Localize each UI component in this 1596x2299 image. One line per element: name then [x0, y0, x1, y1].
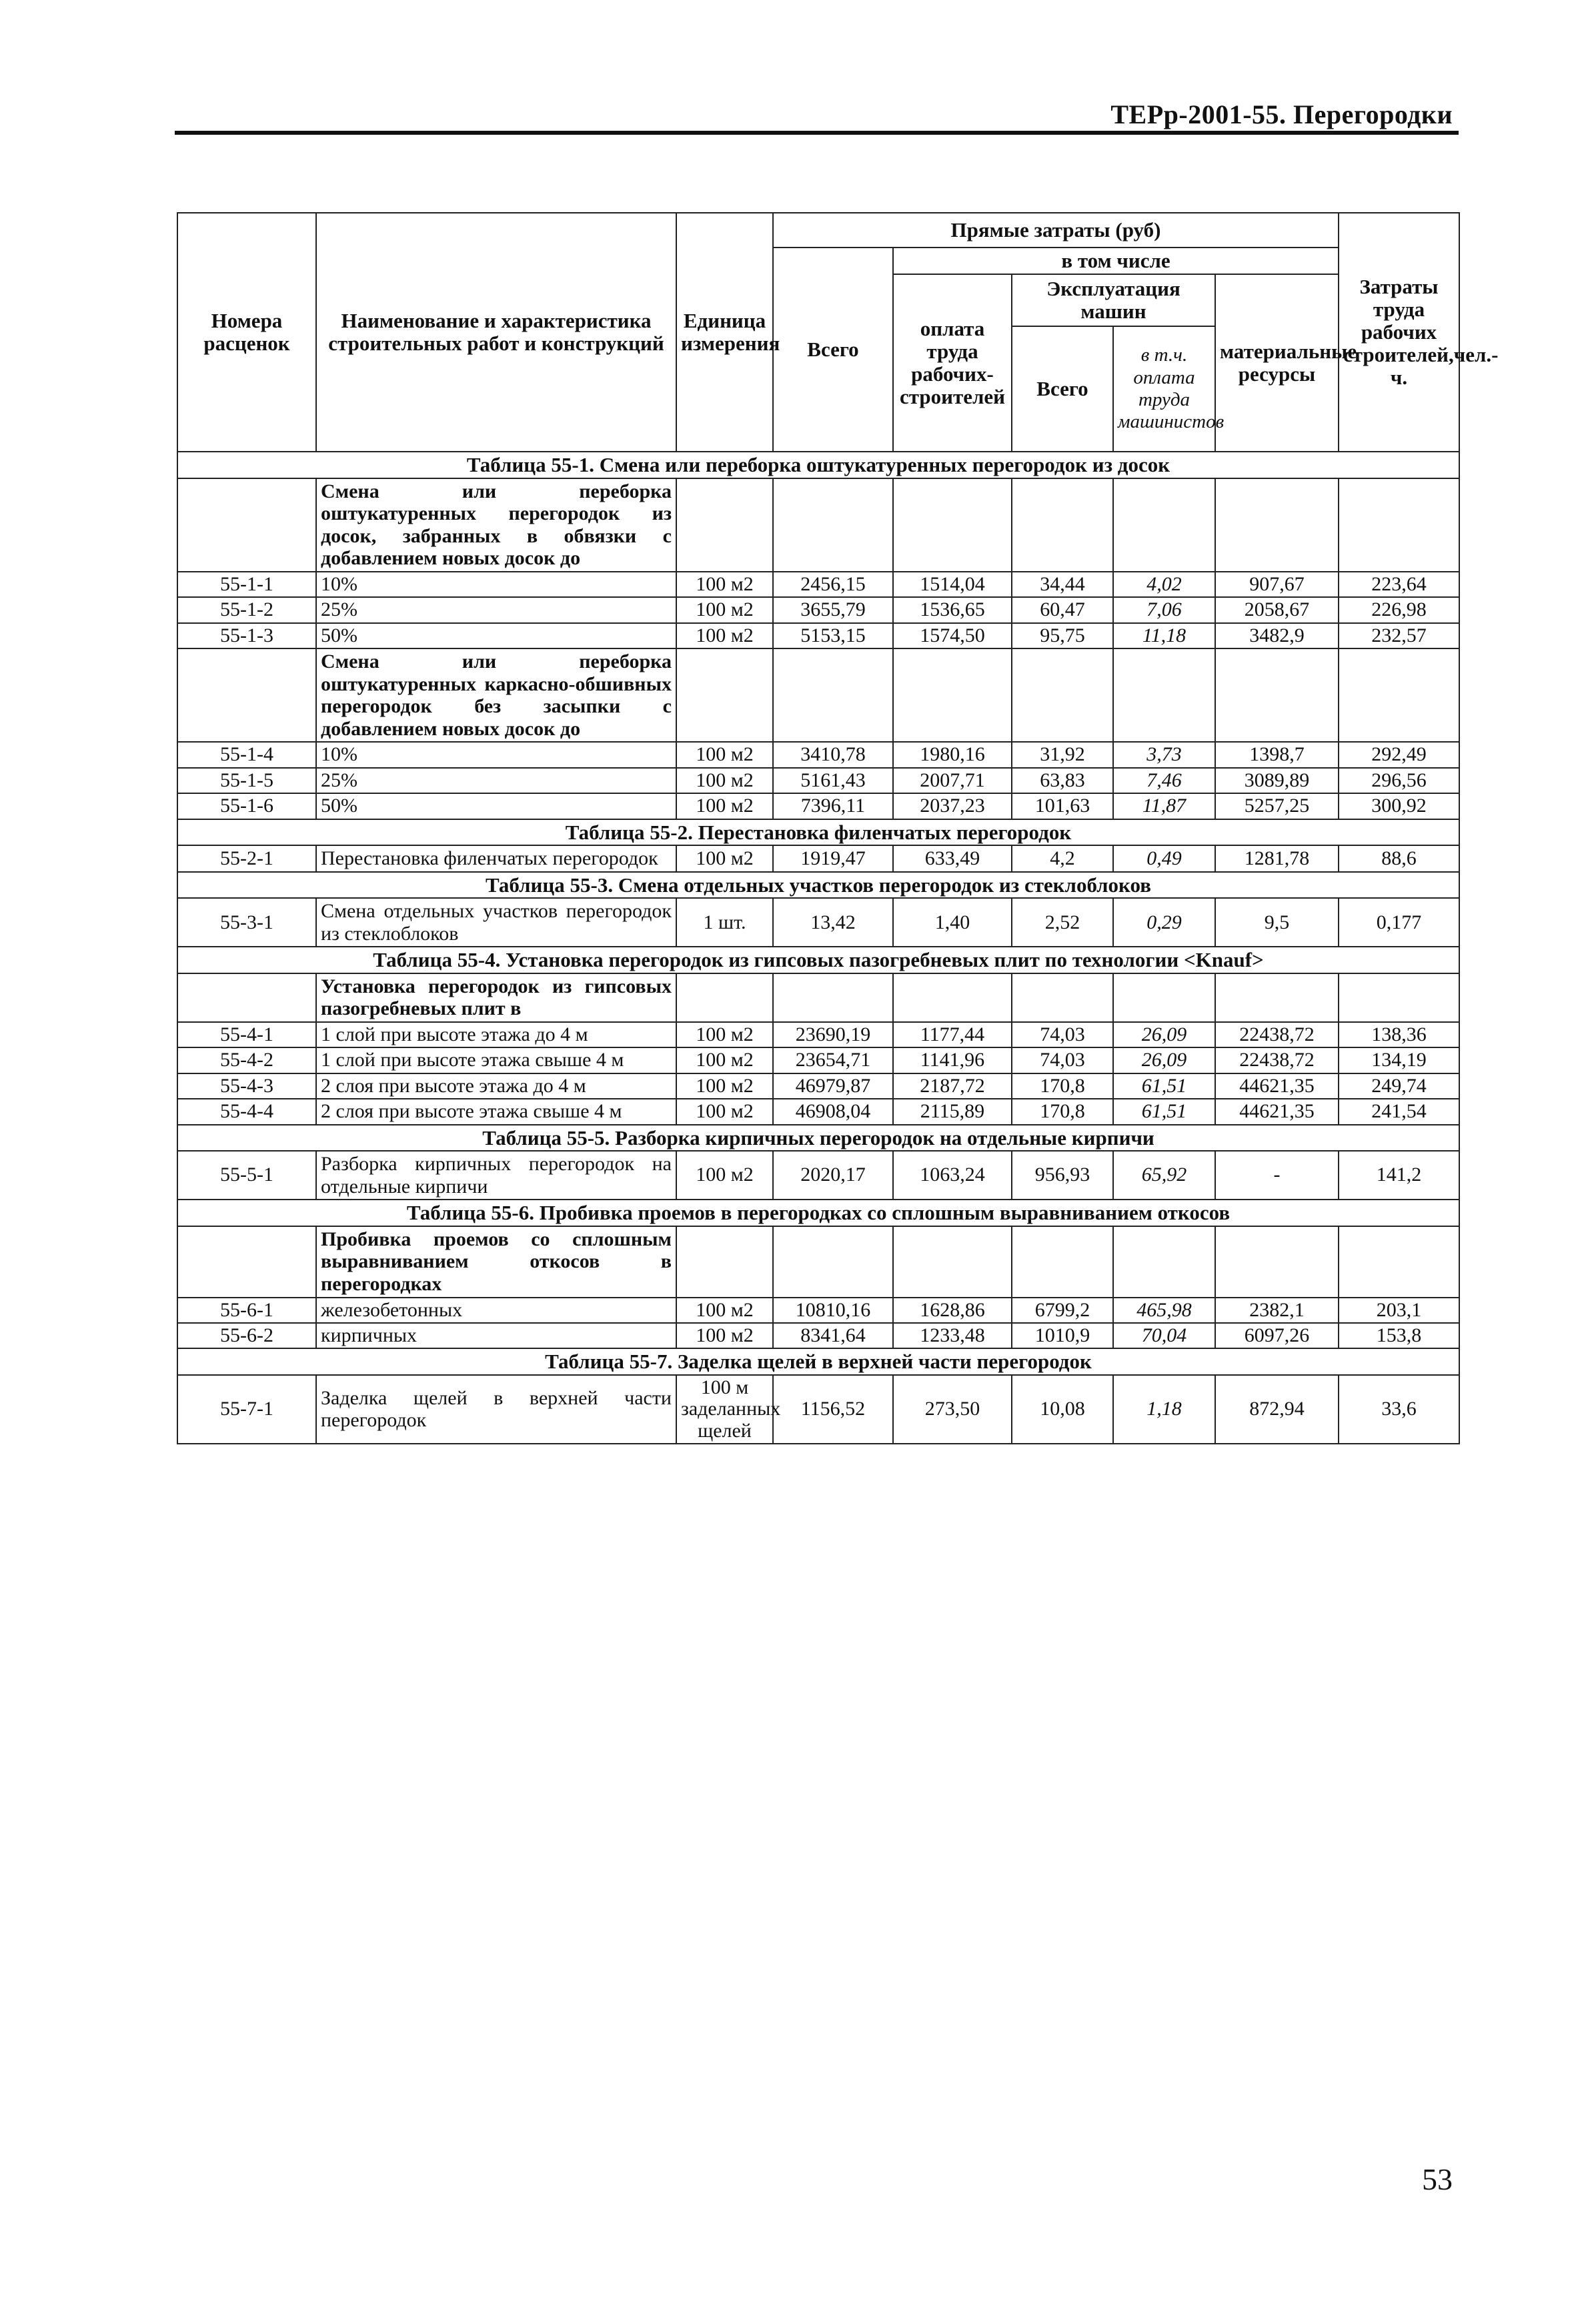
section-caption: Таблица 55-5. Разборка кирпичных перегородок на отдельные кирпичи: [177, 1125, 1459, 1151]
cell-total: 1919,47: [773, 845, 893, 872]
cell-unit: 100 м2: [676, 1323, 773, 1348]
cell-materials: 44621,35: [1215, 1099, 1339, 1124]
cell-unit: 100 м заделанных щелей: [676, 1375, 773, 1444]
cell-labor-pay: 2037,23: [893, 793, 1012, 819]
cell-name: Перестановка филенчатых перегородок: [316, 845, 676, 872]
cell-total: 7396,11: [773, 793, 893, 819]
cell-name: 1 слой при высоте этажа свыше 4 м: [316, 1047, 676, 1073]
group-description: Смена или переборка оштукатуренных каркасно-обшивных перегородок без засыпки с добавлением новых досок до: [316, 648, 676, 742]
table-row: [177, 623, 1459, 648]
cell-machines-pay: 26,09: [1113, 1022, 1215, 1047]
cell-materials: 2058,67: [1215, 597, 1339, 622]
cell-labor-hours: 134,19: [1339, 1047, 1459, 1073]
empty-cell: [1113, 478, 1215, 572]
cell-labor-pay: 1,40: [893, 898, 1012, 947]
cell-unit: 100 м2: [676, 1047, 773, 1073]
cell-machines-pay: 465,98: [1113, 1298, 1215, 1323]
cell-total: 23654,71: [773, 1047, 893, 1073]
cell-name: кирпичных: [316, 1323, 676, 1348]
cell-machines-total: 4,2: [1012, 845, 1113, 872]
cell-unit: 100 м2: [676, 845, 773, 872]
cell-code: 55-1-3: [177, 623, 316, 648]
cell-name: 2 слоя при высоте этажа свыше 4 м: [316, 1099, 676, 1124]
section-caption-row: [177, 819, 1459, 845]
section-caption-row: [177, 1348, 1459, 1374]
cell-unit: 100 м2: [676, 1099, 773, 1124]
cell-materials: 9,5: [1215, 898, 1339, 947]
cell-name: 10%: [316, 572, 676, 597]
cell-total: 3655,79: [773, 597, 893, 622]
cell-machines-total: 34,44: [1012, 572, 1113, 597]
table-body: [177, 452, 1459, 1444]
cell-labor-hours: 223,64: [1339, 572, 1459, 597]
empty-cell: [893, 478, 1012, 572]
cell-code: 55-6-2: [177, 1323, 316, 1348]
cell-unit: 100 м2: [676, 793, 773, 819]
cell-machines-pay: 26,09: [1113, 1047, 1215, 1073]
cell-machines-total: 74,03: [1012, 1022, 1113, 1047]
cell-unit: 100 м2: [676, 1298, 773, 1323]
empty-cell: [676, 1226, 773, 1298]
cell-machines-total: 95,75: [1012, 623, 1113, 648]
cell-labor-hours: 138,36: [1339, 1022, 1459, 1047]
cell-unit: 100 м2: [676, 1151, 773, 1200]
cell-labor-hours: 203,1: [1339, 1298, 1459, 1323]
empty-cell: [773, 1226, 893, 1298]
table-row: [177, 1022, 1459, 1047]
table-row: [177, 1151, 1459, 1200]
header-machines: Эксплуатация машин: [1012, 274, 1215, 326]
cell-machines-pay: 11,18: [1113, 623, 1215, 648]
cell-total: 46979,87: [773, 1073, 893, 1099]
cell-code: 55-3-1: [177, 898, 316, 947]
empty-cell: [893, 973, 1012, 1022]
cell-unit: 100 м2: [676, 742, 773, 767]
cell-code: 55-1-2: [177, 597, 316, 622]
cell-total: 2456,15: [773, 572, 893, 597]
cell-code: 55-7-1: [177, 1375, 316, 1444]
section-caption-row: [177, 1200, 1459, 1226]
section-caption-row: [177, 452, 1459, 478]
section-caption: Таблица 55-7. Заделка щелей в верхней части перегородок: [177, 1348, 1459, 1374]
cell-name: 50%: [316, 623, 676, 648]
cell-materials: 2382,1: [1215, 1298, 1339, 1323]
cell-machines-pay: 7,06: [1113, 597, 1215, 622]
cell-machines-pay: 61,51: [1113, 1073, 1215, 1099]
table-row: [177, 1298, 1459, 1323]
cell-labor-pay: 1980,16: [893, 742, 1012, 767]
cell-materials: 6097,26: [1215, 1323, 1339, 1348]
cell-labor-pay: 1063,24: [893, 1151, 1012, 1200]
table-row: [177, 793, 1459, 819]
empty-cell: [1012, 478, 1113, 572]
empty-cell: [1339, 478, 1459, 572]
cell-code: 55-1-6: [177, 793, 316, 819]
cell-total: 46908,04: [773, 1099, 893, 1124]
header-direct-costs: Прямые затраты (руб): [773, 213, 1339, 248]
empty-cell: [893, 1226, 1012, 1298]
cell-machines-pay: 11,87: [1113, 793, 1215, 819]
cell-name: 10%: [316, 742, 676, 767]
cell-labor-pay: 1514,04: [893, 572, 1012, 597]
cell-labor-pay: 1628,86: [893, 1298, 1012, 1323]
header-machines-pay: в т.ч. оплата труда машинистов: [1113, 326, 1215, 452]
table-row: [177, 742, 1459, 767]
section-caption: Таблица 55-4. Установка перегородок из гипсовых пазогребневых плит по технологии <Knauf>: [177, 947, 1459, 973]
empty-cell: [893, 648, 1012, 742]
cell-name: 50%: [316, 793, 676, 819]
cell-materials: 44621,35: [1215, 1073, 1339, 1099]
cell-total: 23690,19: [773, 1022, 893, 1047]
header-unit: Единица измерения: [676, 213, 773, 452]
cell-labor-pay: 2007,71: [893, 768, 1012, 793]
cell-total: 1156,52: [773, 1375, 893, 1444]
empty-cell: [676, 478, 773, 572]
group-description-row: [177, 1226, 1459, 1298]
cell-labor-hours: 226,98: [1339, 597, 1459, 622]
cell-total: 13,42: [773, 898, 893, 947]
header-materials: материальные ресурсы: [1215, 274, 1339, 452]
cell-machines-pay: 3,73: [1113, 742, 1215, 767]
empty-cell: [773, 478, 893, 572]
cell-machines-total: 6799,2: [1012, 1298, 1113, 1323]
empty-cell: [676, 973, 773, 1022]
empty-cell: [177, 973, 316, 1022]
table-row: [177, 898, 1459, 947]
cell-machines-total: 31,92: [1012, 742, 1113, 767]
cell-name: Разборка кирпичных перегородок на отдельные кирпичи: [316, 1151, 676, 1200]
table-header: [177, 213, 1499, 452]
cell-code: 55-4-4: [177, 1099, 316, 1124]
document-title: ТЕРр-2001-55. Перегородки: [1110, 99, 1453, 129]
cell-total: 10810,16: [773, 1298, 893, 1323]
empty-cell: [676, 648, 773, 742]
cell-labor-pay: 2115,89: [893, 1099, 1012, 1124]
cell-name: 2 слоя при высоте этажа до 4 м: [316, 1073, 676, 1099]
cell-labor-hours: 141,2: [1339, 1151, 1459, 1200]
cell-labor-hours: 232,57: [1339, 623, 1459, 648]
cell-machines-total: 74,03: [1012, 1047, 1113, 1073]
cell-labor-hours: 241,54: [1339, 1099, 1459, 1124]
section-caption: Таблица 55-3. Смена отдельных участков перегородок из стеклоблоков: [177, 872, 1459, 898]
cell-total: 3410,78: [773, 742, 893, 767]
section-caption-row: [177, 872, 1459, 898]
cell-labor-hours: 153,8: [1339, 1323, 1459, 1348]
cell-materials: -: [1215, 1151, 1339, 1200]
group-description-row: [177, 478, 1459, 572]
cell-labor-hours: 249,74: [1339, 1073, 1459, 1099]
table-row: [177, 1099, 1459, 1124]
cell-machines-pay: 0,49: [1113, 845, 1215, 872]
cell-unit: 100 м2: [676, 572, 773, 597]
empty-cell: [1113, 1226, 1215, 1298]
cell-name: Смена отдельных участков перегородок из стеклоблоков: [316, 898, 676, 947]
table-row: [177, 845, 1459, 872]
empty-cell: [1339, 648, 1459, 742]
cell-name: Заделка щелей в верхней части перегородок: [316, 1375, 676, 1444]
cell-code: 55-2-1: [177, 845, 316, 872]
cell-code: 55-1-5: [177, 768, 316, 793]
cell-code: 55-1-4: [177, 742, 316, 767]
table-row: [177, 768, 1459, 793]
cell-labor-pay: 1233,48: [893, 1323, 1012, 1348]
section-caption: Таблица 55-1. Смена или переборка оштукатуренных перегородок из досок: [177, 452, 1459, 478]
cell-code: 55-1-1: [177, 572, 316, 597]
empty-cell: [1215, 648, 1339, 742]
cell-unit: 100 м2: [676, 768, 773, 793]
empty-cell: [177, 478, 316, 572]
cell-machines-pay: 7,46: [1113, 768, 1215, 793]
section-caption-row: [177, 947, 1459, 973]
cell-code: 55-5-1: [177, 1151, 316, 1200]
cell-labor-hours: 88,6: [1339, 845, 1459, 872]
empty-cell: [1339, 1226, 1459, 1298]
table-row: [177, 1073, 1459, 1099]
cell-labor-pay: 1177,44: [893, 1022, 1012, 1047]
empty-cell: [1113, 648, 1215, 742]
cell-code: 55-4-3: [177, 1073, 316, 1099]
table-row: [177, 572, 1459, 597]
cell-machines-total: 10,08: [1012, 1375, 1113, 1444]
cell-name: 25%: [316, 597, 676, 622]
cell-materials: 22438,72: [1215, 1047, 1339, 1073]
empty-cell: [177, 648, 316, 742]
header-including: в том числе: [893, 248, 1339, 274]
group-description: Пробивка проемов со сплошным выравниванием откосов в перегородках: [316, 1226, 676, 1298]
cell-machines-total: 956,93: [1012, 1151, 1113, 1200]
cell-unit: 1 шт.: [676, 898, 773, 947]
empty-cell: [1215, 478, 1339, 572]
cell-total: 8341,64: [773, 1323, 893, 1348]
cell-unit: 100 м2: [676, 597, 773, 622]
cell-code: 55-4-2: [177, 1047, 316, 1073]
cell-name: железобетонных: [316, 1298, 676, 1323]
cell-machines-pay: 70,04: [1113, 1323, 1215, 1348]
cell-materials: 872,94: [1215, 1375, 1339, 1444]
header-total: Всего: [773, 248, 893, 452]
table-row: [177, 1323, 1459, 1348]
header-rule: [175, 131, 1459, 135]
empty-cell: [773, 648, 893, 742]
cell-machines-pay: 61,51: [1113, 1099, 1215, 1124]
table-row: [177, 597, 1459, 622]
cell-machines-total: 170,8: [1012, 1099, 1113, 1124]
header-machines-total: Всего: [1012, 326, 1113, 452]
section-caption-row: [177, 1125, 1459, 1151]
header-name: Наименование и характеристика строительных работ и конструкций: [316, 213, 676, 452]
cell-code: 55-4-1: [177, 1022, 316, 1047]
group-description-row: [177, 648, 1459, 742]
cell-machines-total: 63,83: [1012, 768, 1113, 793]
cell-machines-total: 101,63: [1012, 793, 1113, 819]
cell-materials: 3089,89: [1215, 768, 1339, 793]
cell-machines-total: 1010,9: [1012, 1323, 1113, 1348]
section-caption: Таблица 55-6. Пробивка проемов в перегородках со сплошным выравниванием откосов: [177, 1200, 1459, 1226]
page-number: 53: [1422, 2162, 1453, 2196]
group-description: Смена или переборка оштукатуренных перегородок из досок, забранных в обвязки с добавлением новых досок до: [316, 478, 676, 572]
table-row: [177, 1375, 1459, 1444]
cell-machines-pay: 4,02: [1113, 572, 1215, 597]
cell-total: 2020,17: [773, 1151, 893, 1200]
cell-name: 1 слой при высоте этажа до 4 м: [316, 1022, 676, 1047]
cell-machines-pay: 1,18: [1113, 1375, 1215, 1444]
cell-machines-total: 60,47: [1012, 597, 1113, 622]
cell-machines-pay: 65,92: [1113, 1151, 1215, 1200]
cell-labor-pay: 1574,50: [893, 623, 1012, 648]
cell-machines-pay: 0,29: [1113, 898, 1215, 947]
cell-machines-total: 2,52: [1012, 898, 1113, 947]
section-caption: Таблица 55-2. Перестановка филенчатых перегородок: [177, 819, 1459, 845]
cell-machines-total: 170,8: [1012, 1073, 1113, 1099]
group-description-row: [177, 973, 1459, 1022]
empty-cell: [1113, 973, 1215, 1022]
cell-labor-pay: 1536,65: [893, 597, 1012, 622]
tariff-table: [177, 212, 1499, 1444]
cell-unit: 100 м2: [676, 623, 773, 648]
cell-labor-pay: 2187,72: [893, 1073, 1012, 1099]
cell-labor-pay: 273,50: [893, 1375, 1012, 1444]
header-labor-hours: Затраты труда рабочих строителей,чел.-ч.: [1339, 213, 1459, 452]
cell-materials: 1398,7: [1215, 742, 1339, 767]
cell-unit: 100 м2: [676, 1073, 773, 1099]
group-description: Установка перегородок из гипсовых пазогребневых плит в: [316, 973, 676, 1022]
empty-cell: [1215, 973, 1339, 1022]
cell-labor-pay: 1141,96: [893, 1047, 1012, 1073]
cell-total: 5161,43: [773, 768, 893, 793]
empty-cell: [177, 1226, 316, 1298]
cell-labor-hours: 33,6: [1339, 1375, 1459, 1444]
empty-cell: [1215, 1226, 1339, 1298]
cell-labor-hours: 296,56: [1339, 768, 1459, 793]
cell-unit: 100 м2: [676, 1022, 773, 1047]
cell-name: 25%: [316, 768, 676, 793]
cell-materials: 1281,78: [1215, 845, 1339, 872]
empty-cell: [1339, 973, 1459, 1022]
header-labor-pay: оплата труда рабочих-строителей: [893, 274, 1012, 452]
cell-labor-hours: 300,92: [1339, 793, 1459, 819]
empty-cell: [773, 973, 893, 1022]
cell-materials: 3482,9: [1215, 623, 1339, 648]
cell-labor-pay: 633,49: [893, 845, 1012, 872]
header-code: Номера расценок: [177, 213, 316, 452]
cell-materials: 5257,25: [1215, 793, 1339, 819]
cell-total: 5153,15: [773, 623, 893, 648]
cell-labor-hours: 0,177: [1339, 898, 1459, 947]
empty-cell: [1012, 648, 1113, 742]
cell-materials: 22438,72: [1215, 1022, 1339, 1047]
empty-cell: [1012, 973, 1113, 1022]
cell-labor-hours: 292,49: [1339, 742, 1459, 767]
cell-materials: 907,67: [1215, 572, 1339, 597]
table-row: [177, 1047, 1459, 1073]
cell-code: 55-6-1: [177, 1298, 316, 1323]
empty-cell: [1012, 1226, 1113, 1298]
